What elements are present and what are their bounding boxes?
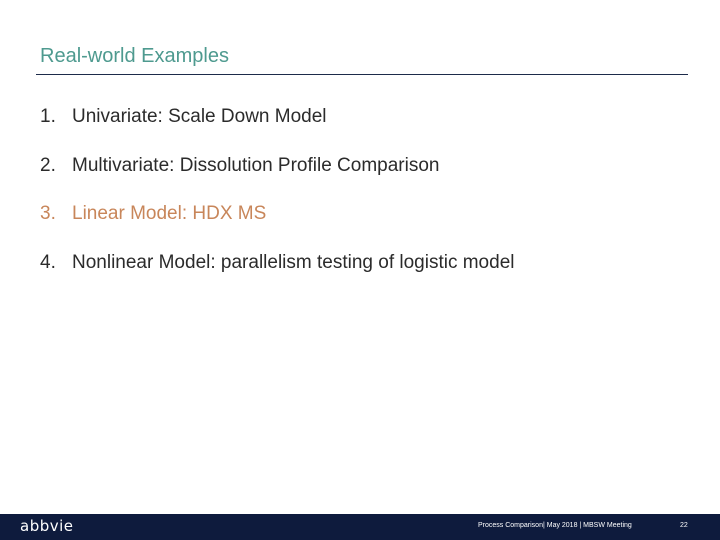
list-item [40,252,690,301]
list-item-text: Multivariate: Dissolution Profile Comparison [72,154,440,176]
list-item [40,155,690,204]
page-number: 22 [680,522,688,529]
footer-bar [0,514,720,540]
footer-caption: Process Comparison| May 2018 | MBSW Meeting [478,522,632,529]
abbvie-logo: abbvie [20,517,74,535]
example-list [40,106,690,300]
list-item-number: 3. [40,203,56,224]
list-item-number: 4. [40,251,56,273]
list-item [40,106,690,155]
title-divider [36,74,688,75]
list-item-text: Nonlinear Model: parallelism testing of logistic model [72,251,515,273]
list-item-number: 1. [40,106,56,127]
list-item-number: 2. [40,154,56,176]
list-item-highlighted [40,203,690,252]
list-item-text: Univariate: Scale Down Model [72,106,327,127]
slide-title: Real-world Examples [40,45,229,67]
list-item-text: Linear Model: HDX MS [72,203,267,224]
